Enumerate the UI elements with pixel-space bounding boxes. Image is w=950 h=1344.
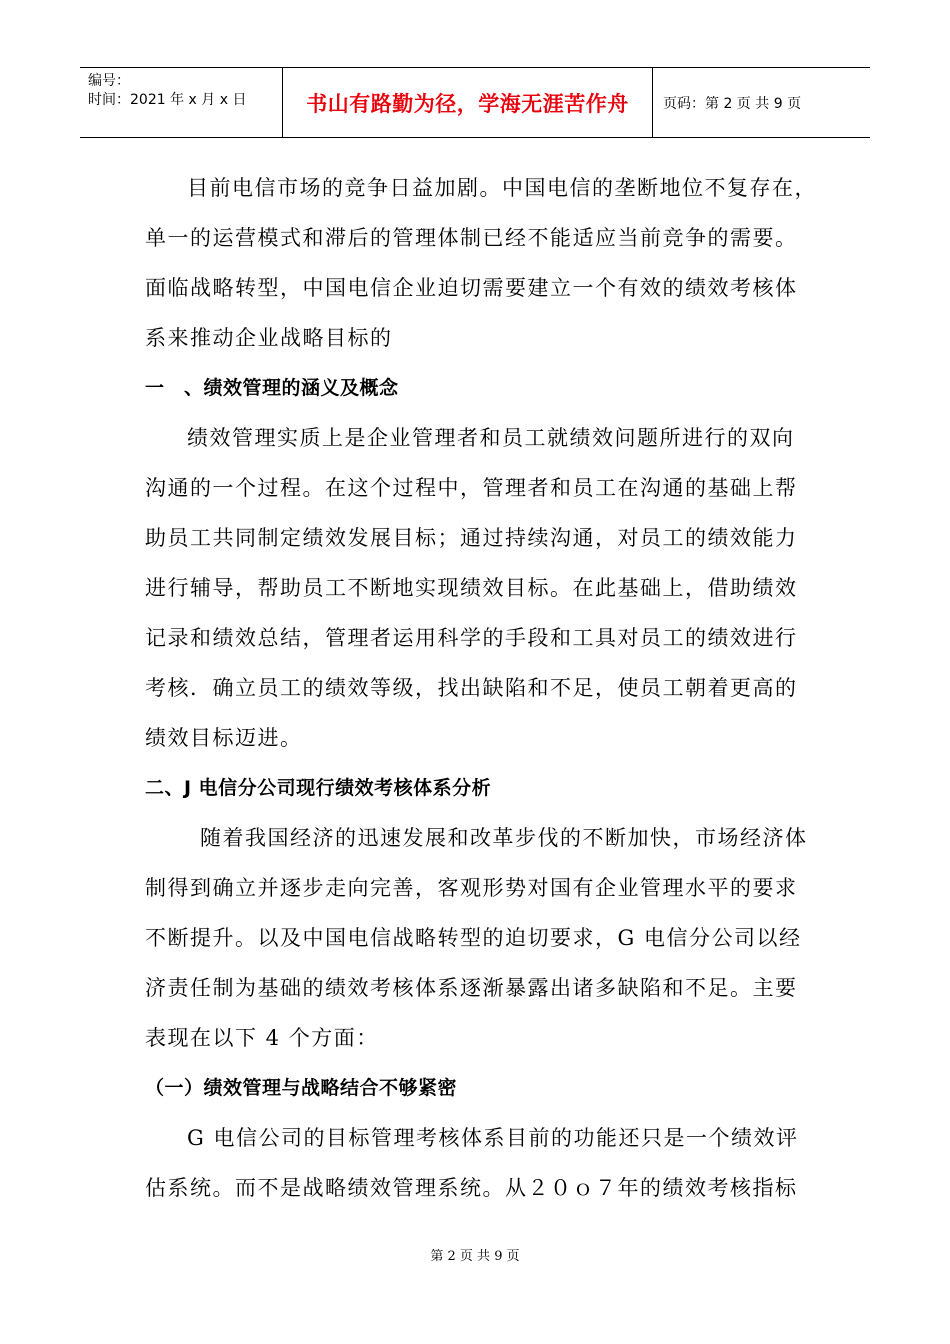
header-page-info: 页码：第 2 页 共 9 页 — [663, 95, 802, 112]
paragraph-line: 济责任制为基础的绩效考核体系逐渐暴露出诸多缺陷和不足。主要 — [145, 976, 798, 1000]
paragraph-line: 面临战略转型，中国电信企业迫切需要建立一个有效的绩效考核体 — [145, 276, 798, 300]
footer-page-number: 第 2 页 共 9 页 — [430, 1249, 520, 1264]
document-body — [145, 163, 817, 1213]
paragraph-line: 单一的运营模式和滞后的管理体制已经不能适应当前竞争的需要。 — [145, 226, 798, 250]
paragraph-line: 不断提升。以及中国电信战略转型的迫切要求，G 电信分公司以经 — [145, 926, 802, 950]
paragraph-line: 制得到确立并逐步走向完善，客观形势对国有企业管理水平的要求 — [145, 876, 798, 900]
paragraph-line: 助员工共同制定绩效发展目标；通过持续沟通，对员工的绩效能力 — [145, 526, 798, 550]
subsection-heading-1: （一）绩效管理与战略结合不够紧密 — [145, 1077, 458, 1099]
page-footer — [0, 1245, 950, 1264]
paragraph-line: 估系统。而不是战略绩效管理系统。从２０ｏ７年的绩效考核指标 — [145, 1176, 798, 1200]
document-number-label: 编号： — [88, 73, 130, 89]
header-meta-cell — [80, 68, 283, 137]
paragraph-line: 随着我国经济的迅速发展和改革步伐的不断加快，市场经济体 — [200, 826, 808, 850]
paragraph-line: 表现在以下 4 个方面： — [145, 1026, 379, 1050]
paragraph-line: 进行辅导，帮助员工不断地实现绩效目标。在此基础上，借助绩效 — [145, 576, 798, 600]
page-header — [80, 67, 870, 138]
header-motto: 书山有路勤为径，学海无涯苦作舟 — [306, 91, 629, 116]
header-page-cell — [653, 68, 870, 137]
paragraph-line: 考核．确立员工的绩效等级，找出缺陷和不足，使员工朝着更高的 — [145, 676, 798, 700]
paragraph-line: G 电信公司的目标管理考核体系目前的功能还只是一个绩效评 — [187, 1126, 799, 1150]
document-date-label: 时间：2021 年 x 月 x 日 — [88, 92, 247, 108]
section-heading-2: 二、J 电信分公司现行绩效考核体系分析 — [145, 777, 492, 799]
header-motto-cell — [283, 68, 653, 137]
paragraph-line: 绩效管理实质上是企业管理者和员工就绩效问题所进行的双向 — [187, 426, 795, 450]
paragraph-line: 目前电信市场的竞争日益加剧。中国电信的垄断地位不复存在， — [187, 176, 817, 200]
paragraph-line: 系来推动企业战略目标的 — [145, 326, 393, 350]
paragraph-line: 沟通的一个过程。在这个过程中，管理者和员工在沟通的基础上帮 — [145, 476, 798, 500]
paragraph-line: 记录和绩效总结，管理者运用科学的手段和工具对员工的绩效进行 — [145, 626, 798, 650]
section-heading-1: 一 、绩效管理的涵义及概念 — [145, 377, 399, 399]
paragraph-line: 绩效目标迈进。 — [145, 726, 303, 750]
